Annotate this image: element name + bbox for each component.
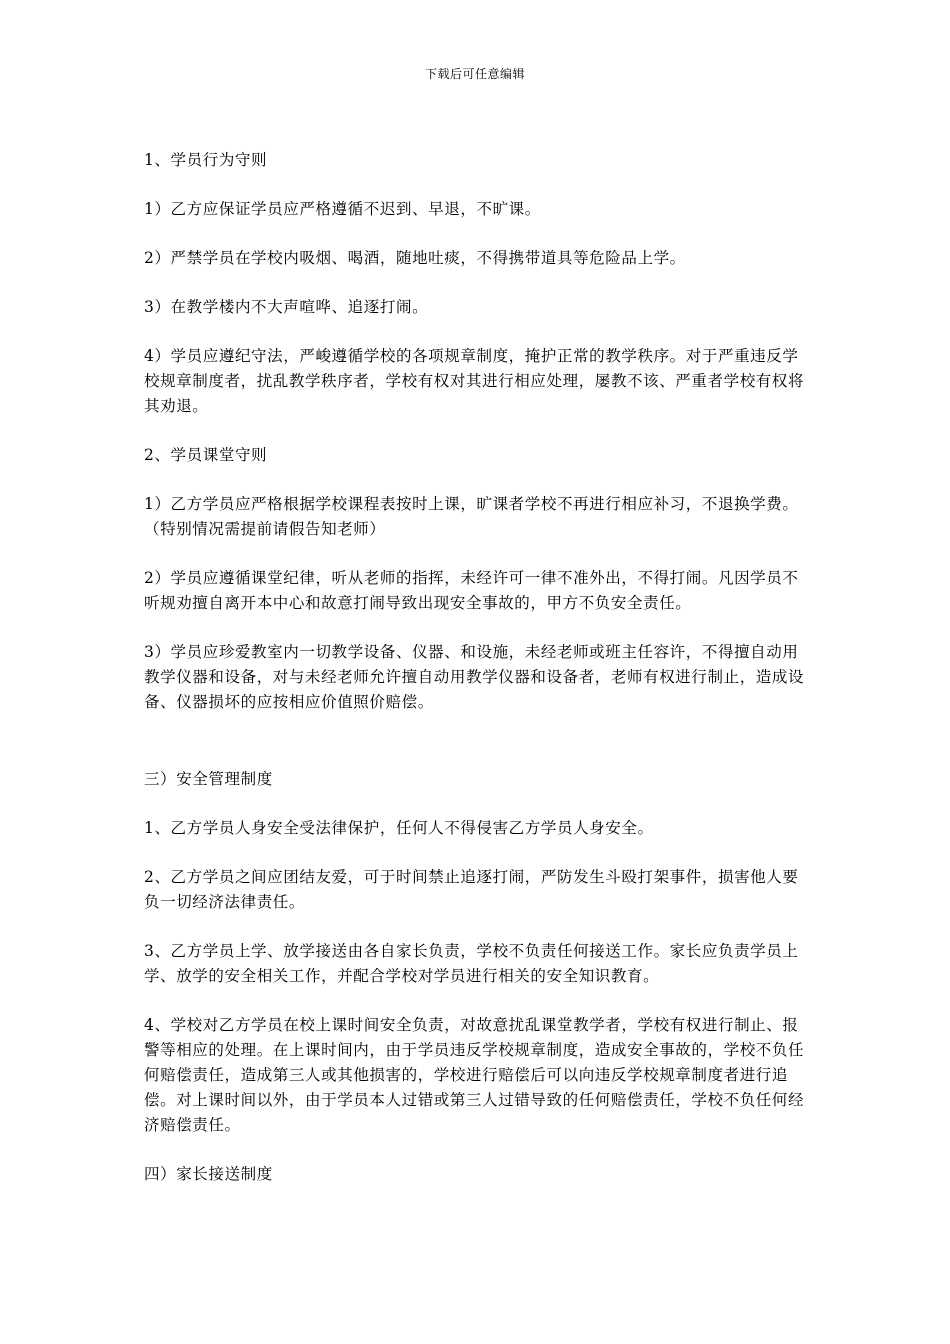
rule-paragraph: 1、乙方学员人身安全受法律保护，任何人不得侵害乙方学员人身安全。 [144,819,654,837]
section-heading-parent-pickup: 四）家长接送制度 [144,1165,273,1183]
rule-paragraph: 1）乙方学员应严格根据学校课程表按时上课，旷课者学校不再进行相应补习，不退换学费。（特别情况需提前请假告知老师） [144,495,799,538]
rule-paragraph: 2、乙方学员之间应团结友爱，可于时间禁止追逐打闹，严防发生斗殴打架事件，损害他人要负一切经济法律责任。 [144,868,799,911]
section-heading-student-conduct: 1、学员行为守则 [144,151,268,169]
rule-paragraph: 2）严禁学员在学校内吸烟、喝酒，随地吐痰，不得携带道具等危险品上学。 [144,249,686,267]
rule-paragraph: 3、乙方学员上学、放学接送由各自家长负责，学校不负责任何接送工作。家长应负责学员上学、放学的安全相关工作，并配合学校对学员进行相关的安全知识教育。 [144,942,799,985]
rule-paragraph: 4）学员应遵纪守法，严峻遵循学校的各项规章制度，掩护正常的教学秩序。对于严重违反学校规章制度者，扰乱教学秩序者，学校有权对其进行相应处理，屡教不该、严重者学校有权将其劝退。 [144,347,805,415]
page-header-note: 下载后可任意编辑 [424,67,525,81]
document-body [144,148,808,1211]
section-heading-classroom-rules: 2、学员课堂守则 [144,446,268,464]
section-heading-safety-management: 三）安全管理制度 [144,770,273,788]
rule-paragraph: 3）学员应珍爱教室内一切教学设备、仪器、和设施，未经老师或班主任容许，不得擅自动用教学仪器和设备，对与未经老师允许擅自动用教学仪器和设备者，老师有权进行制止，造成设备、仪器损坏的应按相应价值照价赔偿。 [144,643,805,711]
rule-paragraph: 2）学员应遵循课堂纪律，听从老师的指挥，未经许可一律不准外出，不得打闹。凡因学员不听规劝擅自离开本中心和故意打闹导致出现安全事故的，甲方不负安全责任。 [144,569,799,612]
rule-paragraph: 1）乙方应保证学员应严格遵循不迟到、早退，不旷课。 [144,200,541,218]
rule-paragraph: 3）在教学楼内不大声喧哗、追逐打闹。 [144,298,429,316]
rule-paragraph: 4、学校对乙方学员在校上课时间安全负责，对故意扰乱课堂教学者，学校有权进行制止、报警等相应的处理。在上课时间内，由于学员违反学校规章制度，造成安全事故的，学校不负任何赔偿责任，造成第三人或其他损害的，学校进行赔偿后可以向违反学校规章制度者进行追偿。对上课时间以外，由于学员本人过错或第三人过错导致的任何赔偿责任，学校不负任何经济赔偿责任。 [144,1016,805,1134]
